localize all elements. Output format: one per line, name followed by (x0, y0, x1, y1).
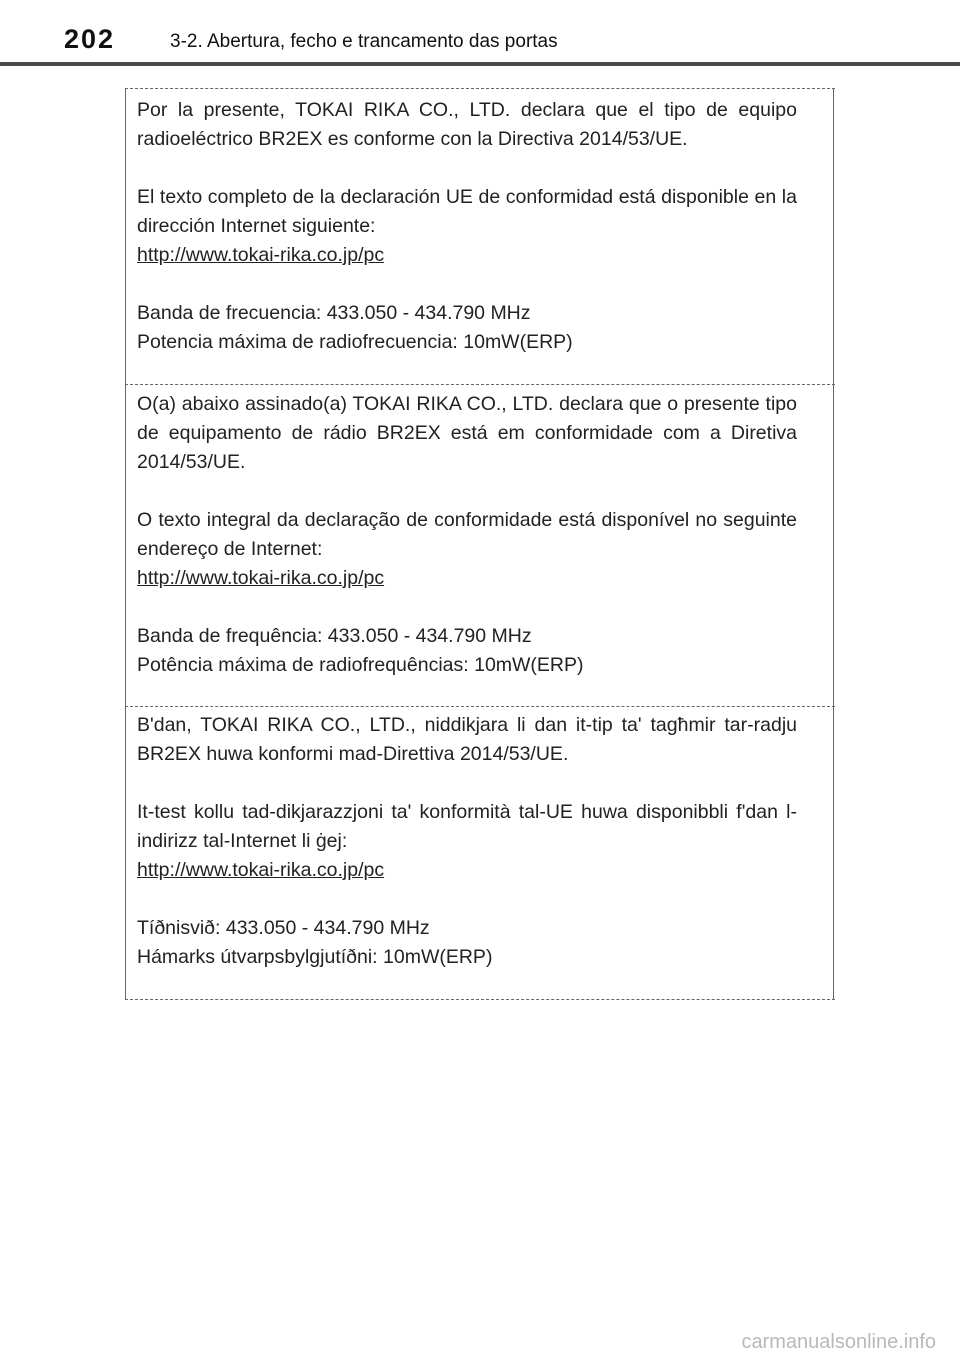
frequency-info (137, 914, 797, 972)
availability-text (137, 798, 797, 885)
max-power: Potência máxima de radiofrequências: 10mW(ERP) (137, 654, 584, 676)
dashed-divider (125, 88, 835, 89)
frequency-band: Tíðnisvið: 433.050 - 434.790 MHz (137, 917, 430, 939)
max-power: Potencia máxima de radiofrecuencia: 10mW(ERP) (137, 331, 573, 353)
frequency-band: Banda de frequência: 433.050 - 434.790 MHz (137, 625, 532, 647)
declaration-portuguese (137, 390, 797, 680)
availability-sentence: O texto integral da declaração de conformidade está disponível no seguinte endereço de Internet: (137, 509, 797, 560)
frequency-info (137, 299, 797, 357)
dashed-divider (125, 384, 835, 385)
frequency-band: Banda de frecuencia: 433.050 - 434.790 MHz (137, 302, 531, 324)
availability-text (137, 506, 797, 593)
declaration-link[interactable]: http://www.tokai-rika.co.jp/pc (137, 859, 385, 881)
section-title: 3-2. Abertura, fecho e trancamento das portas (170, 31, 558, 52)
declaration-link[interactable]: http://www.tokai-rika.co.jp/pc (137, 244, 385, 266)
header-rule (0, 62, 960, 66)
frequency-info (137, 622, 797, 680)
availability-sentence: El texto completo de la declaración UE de conformidad está disponible en la dirección Internet siguiente: (137, 186, 797, 237)
declaration-link[interactable]: http://www.tokai-rika.co.jp/pc (137, 567, 385, 589)
declaration-text: B'dan, TOKAI RIKA CO., LTD., niddikjara li dan it-tip ta' tagħmir tar-radju BR2EX huwa konformi mad-Direttiva 2014/53/UE. (137, 714, 797, 765)
dashed-divider (125, 706, 835, 707)
watermark: carmanualsonline.info (741, 1331, 936, 1353)
availability-text (137, 183, 797, 270)
page-number: 202 (64, 24, 116, 54)
declaration-text: Por la presente, TOKAI RIKA CO., LTD. declara que el tipo de equipo radioeléctrico BR2EX es conforme con la Directiva 2014/53/UE. (137, 99, 797, 150)
page-header (0, 0, 960, 66)
dashed-divider (125, 999, 835, 1000)
max-power: Hámarks útvarpsbylgjutíðni: 10mW(ERP) (137, 946, 493, 968)
declaration-text: O(a) abaixo assinado(a) TOKAI RIKA CO., LTD. declara que o presente tipo de equipamento de rádio BR2EX está em conformidade com a Diretiva 2014/53/UE. (137, 393, 797, 473)
availability-sentence: It-test kollu tad-dikjarazzjoni ta' konformità tal-UE huwa disponibbli f'dan l-indirizz tal-Internet li ġej: (137, 801, 797, 852)
declaration-maltese-icelandic (137, 711, 797, 972)
declaration-spanish (137, 96, 797, 357)
